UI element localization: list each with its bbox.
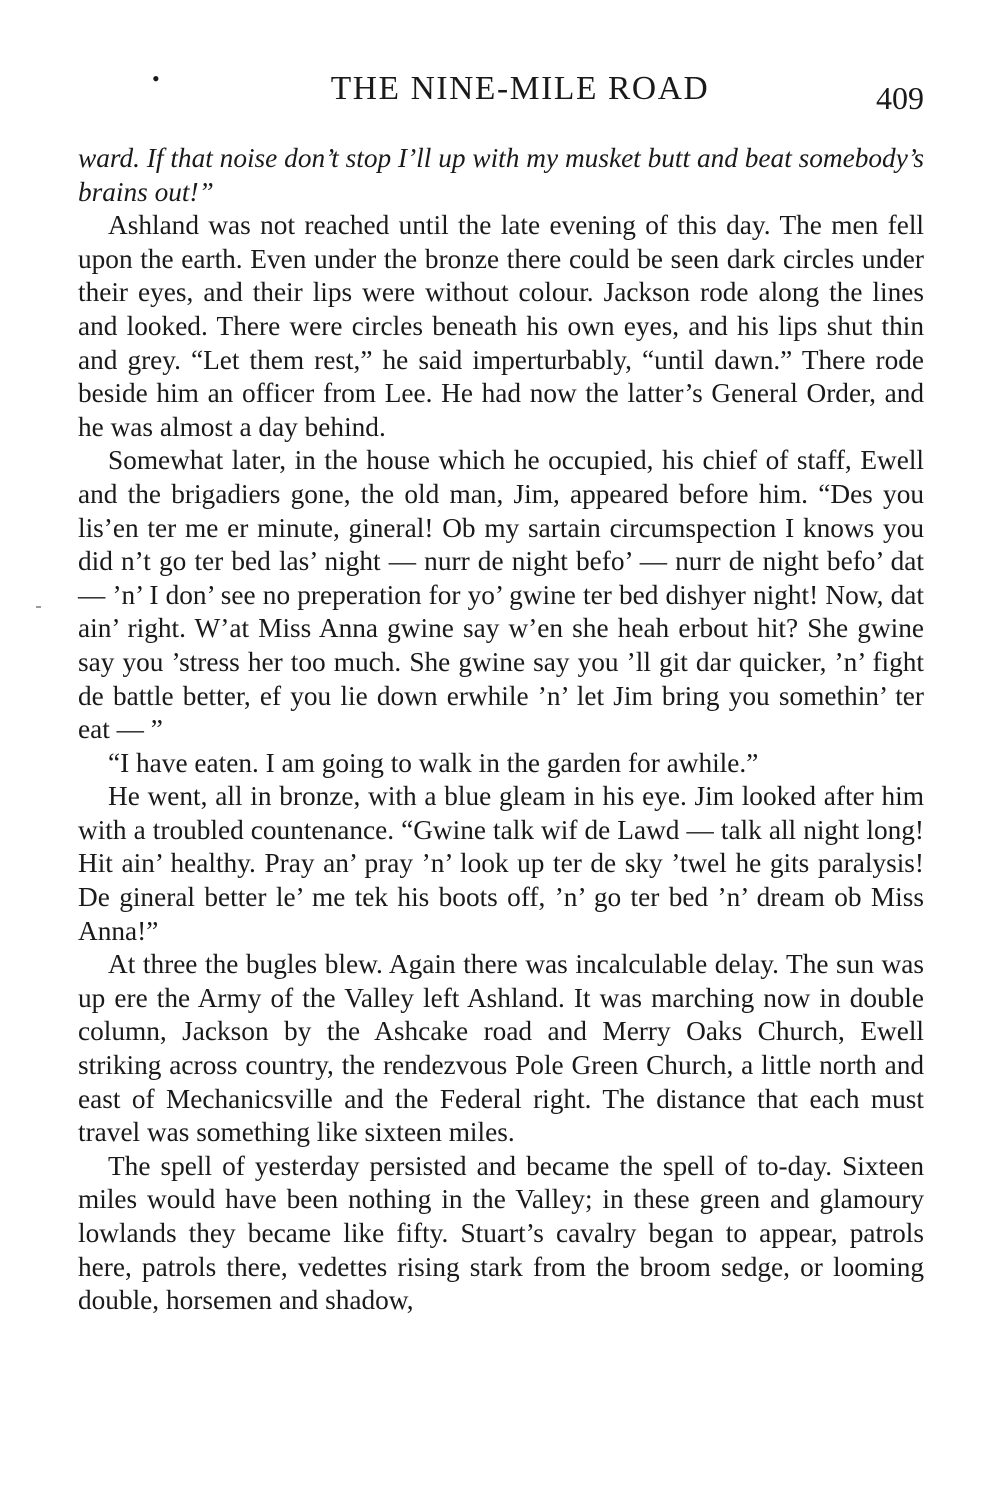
paragraph: He went, all in bronze, with a blue gleam in his eye. Jim looked after him with a troubled countenance. “Gwine talk wif de Lawd — talk all night long! Hit ain’ healthy. Pray an’ pray ’n’ look up ter de sky ’twel he gits paralysis! De gineral better le’ me tek his boots off, ’n’ go ter bed ’n’ dream ob Miss Anna!” <box>78 781 924 946</box>
paragraph: “I have eaten. I am going to walk in the garden for awhile.” <box>108 747 759 778</box>
page-header <box>78 66 924 120</box>
paragraph-continuation: ward. If that noise don’t stop I’ll up with my musket butt and beat somebody’s brains out!” <box>78 143 924 207</box>
paragraph: At three the bugles blew. Again there was incalculable delay. The sun was up ere the Army of the Valley left Ashland. It was marching now in double column, Jackson by the Ashcake road and Merry Oaks Church, Ewell striking across country, the rendezvous Pole Green Church, a little north and east of Mechanicsville and the Federal right. The distance that each must travel was something like sixteen miles. <box>78 949 924 1148</box>
scan-mark <box>36 606 41 608</box>
paragraph: Ashland was not reached until the late evening of this day. The men fell upon the earth. Even under the bronze there could be seen dark circles under their eyes, and their lips were without colour. Jackson rode along the lines and looked. There were circles beneath his own eyes, and his lips shut thin and grey. “Let them rest,” he said imperturbably, “until dawn.” There rode beside him an officer from Lee. He had now the latter’s General Order, and he was almost a day behind. <box>78 210 924 442</box>
printer-dot: • <box>152 66 160 91</box>
book-page <box>78 66 924 1318</box>
paragraph: Somewhat later, in the house which he occupied, his chief of staff, Ewell and the brigadiers gone, the old man, Jim, appeared before him. “Des you lis’en ter me er minute, gineral! Ob my sartain circumspection I knows you did n’t go ter bed las’ night — nurr de night befo’ — nurr de night befo’ dat — ’n’ I don’ see no preperation for yo’ gwine ter bed dishyer night! Now, dat ain’ right. W’at Miss Anna gwine say w’en she heah erbout hit? She gwine say you ’stress her too much. She gwine say you ’ll git dar quicker, ’n’ fight de battle better, ef you lie down erwhile ’n’ let Jim bring you somethin’ ter eat — ” <box>78 445 924 745</box>
body-text <box>78 142 924 1318</box>
page-number: 409 <box>876 80 924 116</box>
paragraph: The spell of yesterday persisted and became the spell of to-day. Sixteen miles would have been nothing in the Valley; in these green and glamoury lowlands they became like fifty. Stuart’s cavalry began to appear, patrols here, patrols there, vedettes rising stark from the broom sedge, or looming double, horsemen and shadow, <box>78 1150 924 1316</box>
running-title: THE NINE-MILE ROAD <box>330 70 710 107</box>
